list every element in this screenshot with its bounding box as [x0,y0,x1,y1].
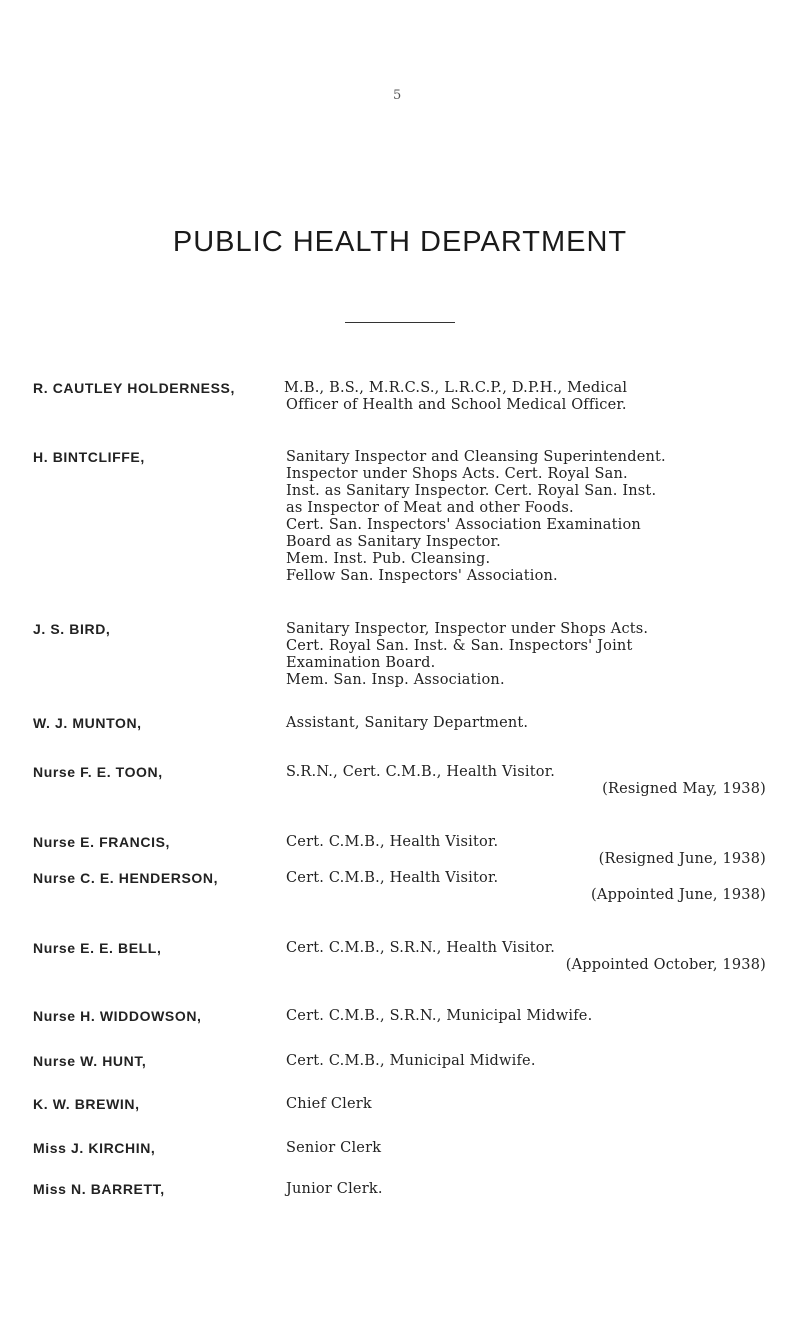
description-line: Mem. Inst. Pub. Cleansing. [286,551,491,567]
staff-description [286,1008,756,1025]
staff-description [286,1140,756,1157]
description-line: Senior Clerk [286,1140,382,1156]
staff-description [286,1181,756,1198]
staff-description [286,940,766,974]
description-line: (Resigned June, 1938) [598,851,766,867]
staff-name: Nurse F. E. TOON, [33,764,163,780]
description-line: Cert. Royal San. Inst. & San. Inspectors' Joint [286,638,633,654]
staff-name: Nurse E. FRANCIS, [33,834,170,850]
description-line: Mem. San. Insp. Association. [286,672,505,688]
description-line: Cert. San. Inspectors' Association Examination [286,517,641,533]
description-line: Assistant, Sanitary Department. [286,715,529,731]
page-number: 5 [393,88,402,103]
description-line: Cert. C.M.B., Health Visitor. [286,870,499,886]
description-line: Inspector under Shops Acts. Cert. Royal San. [286,466,628,482]
description-line: Cert. C.M.B., Health Visitor. [286,834,499,850]
description-line: Board as Sanitary Inspector. [286,534,501,550]
description-line: (Resigned May, 1938) [602,781,766,797]
description-line: as Inspector of Meat and other Foods. [286,500,574,516]
staff-name: Nurse H. WIDDOWSON, [33,1008,202,1024]
description-line: Junior Clerk. [286,1181,383,1197]
title-rule [345,322,455,323]
description-line: Officer of Health and School Medical Officer. [286,397,627,413]
staff-description [284,380,769,414]
staff-description [286,1096,756,1113]
staff-name: Miss J. KIRCHIN, [33,1140,156,1156]
description-line: (Appointed October, 1938) [565,957,766,973]
description-line: Sanitary Inspector and Cleansing Superintendent. [286,449,666,465]
description-line: Cert. C.M.B., S.R.N., Health Visitor. [286,940,556,956]
page-title: PUBLIC HEALTH DEPARTMENT [172,226,628,258]
description-line: Fellow San. Inspectors' Association. [286,568,558,584]
staff-name: Nurse E. E. BELL, [33,940,162,956]
staff-name: Nurse W. HUNT, [33,1053,147,1069]
staff-name: K. W. BREWIN, [33,1096,140,1112]
staff-description [286,621,756,689]
staff-name: R. CAUTLEY HOLDERNESS, [33,380,235,396]
description-line: Cert. C.M.B., Municipal Midwife. [286,1053,536,1069]
description-line: M.B., B.S., M.R.C.S., L.R.C.P., D.P.H., Medical [284,380,628,396]
staff-name: J. S. BIRD, [33,621,111,637]
description-line: Examination Board. [286,655,436,671]
description-line: (Appointed June, 1938) [591,887,766,903]
staff-description [286,449,756,585]
description-line: Cert. C.M.B., S.R.N., Municipal Midwife. [286,1008,593,1024]
description-line: Inst. as Sanitary Inspector. Cert. Royal San. Inst. [286,483,657,499]
description-line: Chief Clerk [286,1096,372,1112]
description-line: Sanitary Inspector, Inspector under Shops Acts. [286,621,649,637]
staff-description [286,715,756,732]
staff-description [286,870,766,904]
staff-description [286,834,766,868]
description-line: S.R.N., Cert. C.M.B., Health Visitor. [286,764,556,780]
staff-description [286,1053,756,1070]
staff-name: Nurse C. E. HENDERSON, [33,870,219,886]
staff-description [286,764,766,798]
staff-name: W. J. MUNTON, [33,715,142,731]
staff-name: Miss N. BARRETT, [33,1181,165,1197]
staff-name: H. BINTCLIFFE, [33,449,145,465]
